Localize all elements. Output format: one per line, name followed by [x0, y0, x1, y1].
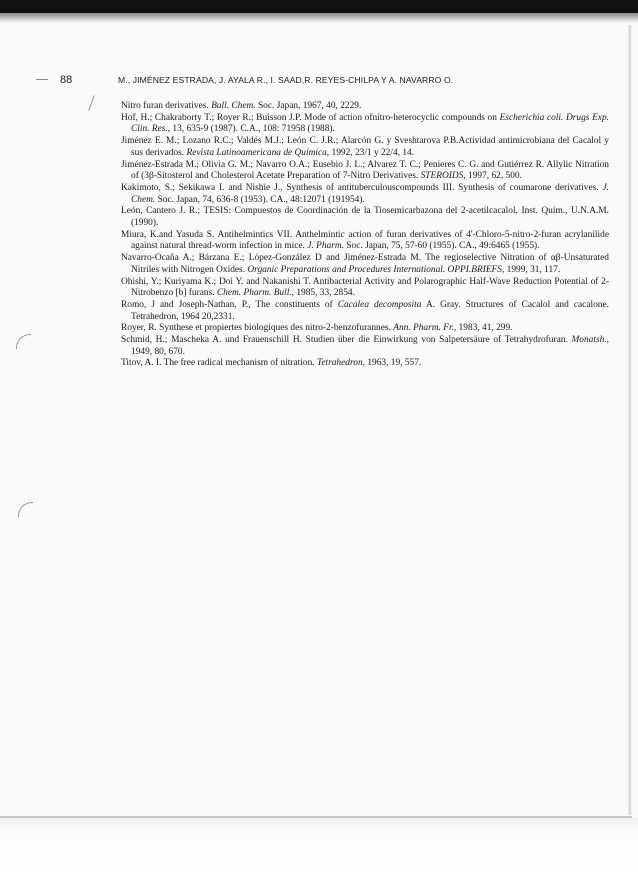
reference-text: Nitro furan derivatives.: [121, 101, 212, 111]
punch-hole-mark: [16, 334, 31, 349]
reference-text: Royer, R. Synthese et propiertes biologiques des nitro-2-benzofurannes.: [121, 323, 394, 334]
reference-text: Romo, J and Joseph-Nathan, P., The constituents of: [121, 299, 338, 310]
reference-entry: [121, 253, 609, 276]
reference-entry: [121, 206, 609, 229]
reference-journal: Cacalea decomposita: [337, 299, 422, 310]
reference-journal: Ann. Pharm. Fr.,: [393, 323, 457, 334]
reference-entry: [121, 230, 609, 253]
reference-journal: Organic Preparations and Procedures International. OPPI.BRIEFS,: [247, 264, 505, 275]
reference-entry: [121, 101, 609, 113]
reference-citation: 1963, 19, 557.: [364, 358, 422, 369]
reference-text: Titov, A. I. The free radical mechanism of nitration.: [121, 358, 317, 369]
reference-text: Schmid, H.; Mascheka A. und Frauenschill H. Studien über die Einwirkung von Salpetersäure of Tetrahydrofuran.: [121, 335, 572, 346]
reference-citation: A. Gray. Structures of Cacalol and cacalone. Tetrahedron, 1964 20,2331.: [131, 299, 609, 322]
reference-text: Kakimoto, S.; Sekikawa I. and Nishie J., Synthesis of antituberculouscompounds III. Synthesis of coumarone derivatives.: [121, 182, 603, 193]
reference-journal: J. Pharm.: [307, 241, 344, 252]
scan-right-edge: [628, 25, 632, 815]
reference-list: [121, 101, 609, 370]
reference-citation: 1983, 41, 299.: [456, 323, 513, 334]
reference-entry: [121, 335, 609, 358]
reference-citation: 13, 635-9 (1987). C.A., 108: 71958 (1988).: [170, 124, 335, 135]
reference-text: Jiménez E. M.; Lozano R.C.; Valdés M.J.; León C. J.R.; Alarcón G. y Sveshtarova P.B.Actividad antimicrobiana del Cacalol y sus derivados.: [121, 136, 609, 158]
reference-journal: Bull. Chem.: [211, 101, 256, 111]
reference-citation: 1985, 33, 2854.: [294, 288, 355, 299]
reference-entry: [121, 300, 609, 323]
reference-entry: [121, 136, 609, 159]
reference-citation: Soc. Japan, 1967, 40, 2229.: [255, 101, 362, 111]
reference-entry: [121, 277, 609, 300]
reference-text: Jiménez-Estrada M.; Olivia G. M.; Navarro O.A.; Eusebio J. L.; Alvarez T. C.; Penieres C. G. and Gutiérrez R. Allylic Nitration of (3β-Sitosterol and Cholesterol Acetate Preparation of 7-Nitro Derivatives.: [121, 159, 609, 182]
page-number: 88: [60, 74, 73, 86]
scan-top-shadow: [0, 13, 638, 23]
scan-bottom-margin: [0, 818, 638, 878]
stray-pen-mark: [88, 95, 94, 110]
reference-text: Hof, H.; Chakraborty T.; Royer R.; Buisson J.P. Mode of action ofnitro-heterocyclic compounds on: [121, 112, 500, 123]
reference-citation: 1997, 62, 500.: [465, 171, 522, 182]
reference-journal: Chem. Pharm. Bull.,: [216, 288, 295, 299]
reference-text: Miura, K.and Yasuda S. Antihelmintics VII. Anthelmintic action of furan derivatives of 4'-Chloro-5-nitro-2-furan acrylanilide against natural thread-worm infection in mice.: [121, 229, 609, 252]
reference-citation: 1999, 31, 117.: [504, 264, 561, 275]
reference-entry: [121, 323, 609, 335]
reference-text: León, Cantero J. R.; TESIS: Compuestos de Coordinación de la Tiosemicarbazona del 2-acetilcacalol. Inst. Quím., U.N.A.M. (1990).: [121, 206, 609, 229]
reference-entry: [121, 160, 609, 183]
reference-journal: Revista Latinoamericana de Química,: [186, 147, 330, 158]
reference-citation: Soc. Japan, 74, 636-8 (1953). CA., 48:12071 (191954).: [155, 194, 365, 205]
reference-journal: Tetrahedron,: [316, 358, 365, 369]
running-head: M., JIMÉNEZ ESTRADA, J. AYALA R., I. SAAD,R. REYES-CHILPA Y A. NAVARRO O.: [118, 75, 454, 85]
reference-citation: 1992, 23/1 y 22/4, 14.: [329, 147, 415, 158]
reference-citation: Soc. Japan, 75, 57-60 (1955). CA., 49:6465 (1955).: [343, 241, 540, 252]
reference-journal: J. Chem.: [131, 182, 609, 205]
punch-hole-mark: [18, 502, 33, 517]
scan-top-border: [0, 0, 638, 13]
margin-tick-mark: [36, 79, 48, 80]
reference-citation: 1949, 80, 670.: [131, 346, 185, 357]
reference-entry: [121, 183, 609, 206]
reference-entry: [121, 113, 609, 136]
reference-text: Ohishi, Y.; Kuriyama K.; Doi Y. and Nakanishi T. Antibacterial Activity and Polarographic Half-Wave Reduction Potential of 2-Nitrobenzo [b] furans.: [121, 276, 609, 299]
reference-journal: STEROIDS,: [420, 171, 466, 182]
reference-journal: Escherichia coli. Drugs Exp. Clin. Res.,: [131, 112, 609, 135]
reference-entry: [121, 358, 609, 370]
reference-text: Navarro-Ocaña A.; Bárzana E.; López-González D and Jiménez-Estrada M. The regioselective Nitration of αβ-Unsaturated Nitriles with Nitrogen Oxides.: [121, 253, 609, 275]
reference-journal: Monatsh.,: [571, 335, 609, 346]
